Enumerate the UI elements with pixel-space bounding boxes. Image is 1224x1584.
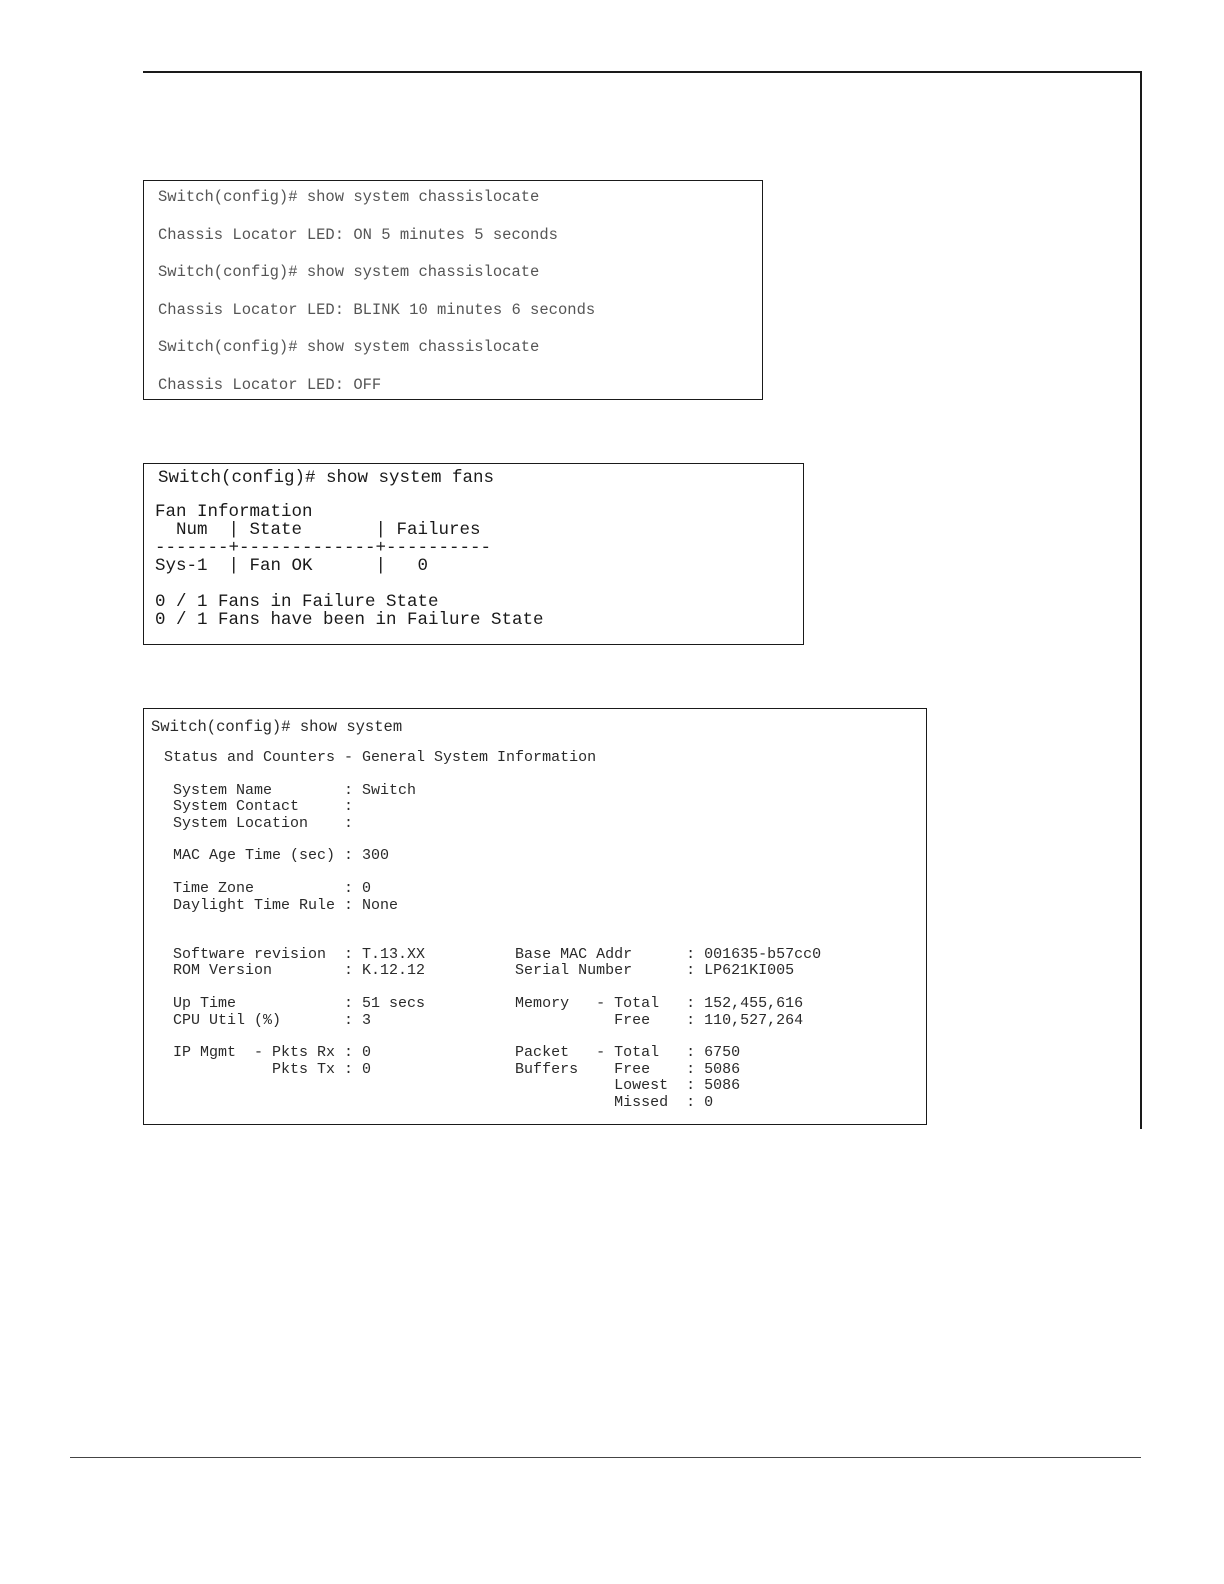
console-line: Chassis Locator LED: BLINK 10 minutes 6 seconds <box>158 300 596 319</box>
system-output: Status and Counters - General System Information System Name : Switch System Contact : System Location : MAC Age Time (sec) : 300 Time Zone : 0 Daylight Time Rule : None Software revision : T.13.XX Base MAC Addr : 001635-b57cc0 ROM Version : K.12.12 Serial Number : LP621KI005 Up Time : 51 secs Memory - Total : 152,455,616 CPU Util (%) : 3 Free : 110,527,264 IP Mgmt - Pkts Rx : 0 Packet - Total : 6750 Pkts Tx : 0 Buffers Free : 5086 Lowest : 5086 Missed : 0 <box>164 749 822 1111</box>
fans-output: Fan Information Num | State | Failures -------+-------------+---------- Sys-1 | Fan OK | 0 0 / 1 Fans in Failure State 0 / 1 Fans have been in Failure State <box>155 502 544 630</box>
chassislocate-output-box <box>143 180 763 400</box>
right-rule <box>1140 71 1142 1129</box>
console-line: Switch(config)# show system chassislocate <box>158 188 540 206</box>
fans-output-box <box>143 463 804 645</box>
system-output-box <box>143 708 927 1125</box>
top-rule <box>143 71 1142 73</box>
console-line: Chassis Locator LED: ON 5 minutes 5 seconds <box>158 225 558 244</box>
footer-rule <box>70 1457 1141 1458</box>
console-line: Chassis Locator LED: OFF <box>158 375 382 394</box>
console-line: Switch(config)# show system chassislocate <box>158 338 540 356</box>
system-command: Switch(config)# show system <box>151 718 403 736</box>
fans-command: Switch(config)# show system fans <box>158 468 495 488</box>
console-line: Switch(config)# show system chassislocate <box>158 263 540 281</box>
